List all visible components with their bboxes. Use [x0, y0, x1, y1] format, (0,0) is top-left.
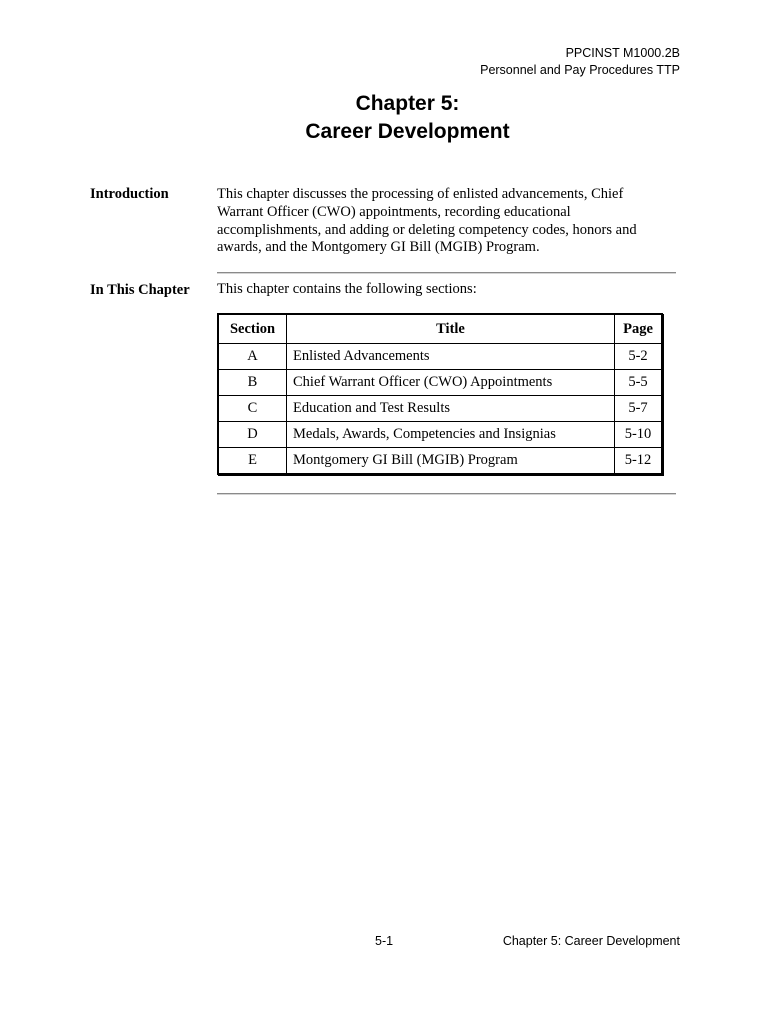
introduction-label: Introduction	[90, 186, 169, 202]
table-row	[218, 422, 662, 448]
section-divider	[217, 272, 676, 274]
chapter-number: Chapter 5:	[355, 92, 460, 115]
page-header	[480, 45, 680, 79]
table-row	[218, 396, 662, 422]
page-cell: 5-5	[615, 370, 663, 396]
page-column-header: Page	[615, 314, 663, 344]
table-row	[218, 448, 662, 475]
chapter-title	[0, 90, 770, 146]
section-cell: B	[218, 370, 287, 396]
title-cell: Montgomery GI Bill (MGIB) Program	[287, 448, 615, 475]
section-divider-bottom	[217, 493, 676, 495]
section-cell: E	[218, 448, 287, 475]
title-column-header: Title	[287, 314, 615, 344]
in-this-chapter-label: In This Chapter	[90, 282, 190, 298]
page-cell: 5-12	[615, 448, 663, 475]
section-cell: D	[218, 422, 287, 448]
table-row	[218, 370, 662, 396]
title-cell: Education and Test Results	[287, 396, 615, 422]
title-cell: Chief Warrant Officer (CWO) Appointments	[287, 370, 615, 396]
footer-page-number: 5-1	[375, 934, 394, 948]
page-cell: 5-7	[615, 396, 663, 422]
table-row	[218, 344, 662, 370]
page-cell: 5-2	[615, 344, 663, 370]
footer-chapter-name: Chapter 5: Career Development	[502, 934, 680, 948]
title-cell: Medals, Awards, Competencies and Insignias	[287, 422, 615, 448]
introduction-text: This chapter discusses the processing of enlisted advancements, Chief Warrant Officer (CWO) appointments, recording educational accomplishments, and adding or deleting competency codes, honors and awards, and the Montgomery GI Bill (MGIB) Program.	[217, 186, 637, 256]
page-cell: 5-10	[615, 422, 663, 448]
section-cell: A	[218, 344, 287, 370]
table-header-row	[218, 314, 662, 344]
section-column-header: Section	[218, 314, 287, 344]
document-title: Personnel and Pay Procedures TTP	[480, 63, 680, 77]
title-cell: Enlisted Advancements	[287, 344, 615, 370]
document-id: PPCINST M1000.2B	[565, 46, 680, 60]
sections-table	[217, 313, 663, 475]
chapter-name: Career Development	[305, 120, 510, 143]
in-this-chapter-text: This chapter contains the following sections:	[217, 281, 477, 297]
section-cell: C	[218, 396, 287, 422]
